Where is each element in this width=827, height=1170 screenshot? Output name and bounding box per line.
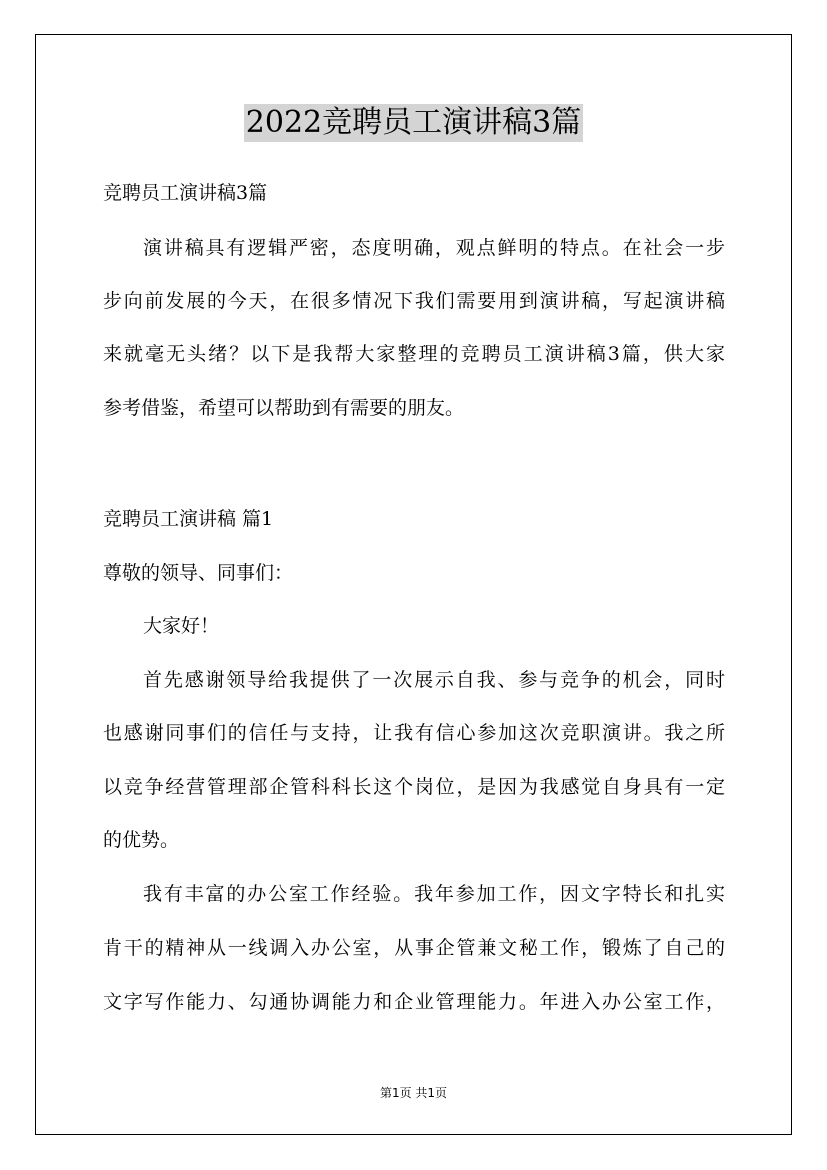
intro-line-2: 步向前发展的今天，在很多情况下我们需要用到演讲稿，写起演讲稿 xyxy=(103,290,725,312)
paragraph1-line-4: 的优势。 xyxy=(103,829,180,851)
intro-line-4: 参考借鉴，希望可以帮助到有需要的朋友。 xyxy=(103,397,465,419)
intro-line-1: 演讲稿具有逻辑严密，态度明确，观点鲜明的特点。在社会一步 xyxy=(143,237,725,259)
page-footer: 第1页 共1页 xyxy=(379,1086,448,1100)
greeting: 大家好！ xyxy=(143,615,220,637)
title-container xyxy=(0,104,827,142)
paragraph2-line-2: 肯干的精神从一线调入办公室，从事企管兼文秘工作，锻炼了自己的 xyxy=(103,937,725,959)
intro-line-3: 来就毫无头绪？以下是我帮大家整理的竞聘员工演讲稿3篇，供大家 xyxy=(103,343,725,365)
salutation: 尊敬的领导、同事们： xyxy=(103,562,294,584)
document-title: 2022竞聘员工演讲稿3篇 xyxy=(245,105,582,140)
paragraph1-line-3: 以竞争经营管理部企管科科长这个岗位，是因为我感觉自身具有一定 xyxy=(103,776,725,798)
document-subtitle: 竞聘员工演讲稿3篇 xyxy=(103,182,268,204)
paragraph2-line-3: 文字写作能力、勾通协调能力和企业管理能力。年进入办公室工作， xyxy=(103,991,725,1013)
paragraph2-line-1: 我有丰富的办公室工作经验。我年参加工作，因文字特长和扎实 xyxy=(143,883,725,905)
section-heading: 竞聘员工演讲稿 篇1 xyxy=(103,508,274,530)
paragraph1-line-2: 也感谢同事们的信任与支持，让我有信心参加这次竞职演讲。我之所 xyxy=(103,722,725,744)
paragraph1-line-1: 首先感谢领导给我提供了一次展示自我、参与竞争的机会，同时 xyxy=(143,669,725,691)
